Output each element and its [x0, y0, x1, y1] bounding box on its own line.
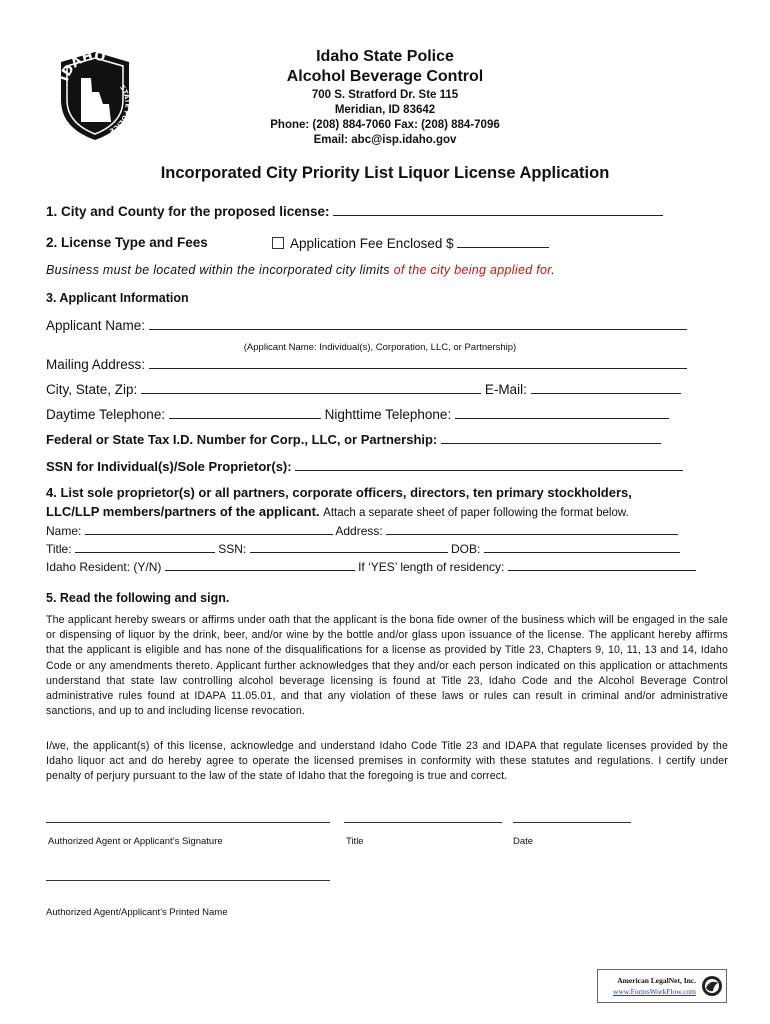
- applicant-name-hint: (Applicant Name: Individual(s), Corporation, LLC, or Partnership): [243, 342, 517, 353]
- signature-line[interactable]: [46, 822, 330, 823]
- oath-paragraph: The applicant hereby swears or affirms under oath that the applicant is the bona fide owner of the business which will be engaged in the sale or dispensing of liquor by the drink, beer, and/or wine by the bottle and/or glass upon issuance of the license. The applicant hereby affirms that the applicant is eligible and has none of the disqualifications for a license as provided by Title 23, Chapters 9, 10, 11, 13 and 14, Idaho Code or any amendments thereto. Applicant further acknowledges that they and/or each person indicated on this application or attachments understand that state law controlling alcohol beverage licensing is found at Title 23, Idaho Code and the Alcohol Beverage Control administrative rules found at IDAPA 11.05.01, and that any violation of these laws or rules can result in criminal and/or administrative sanctions, and up to and including license revocation.: [46, 614, 728, 718]
- owner-name-row: [46, 522, 678, 538]
- email-field[interactable]: [531, 381, 681, 394]
- tax-id-field[interactable]: [441, 431, 661, 444]
- footer-badge: [597, 969, 727, 1003]
- mailing-address-field[interactable]: [149, 356, 687, 369]
- section-5-heading: 5. Read the following and sign.: [46, 591, 230, 605]
- owner-dob-label: DOB:: [450, 542, 481, 556]
- owner-dob-field[interactable]: [484, 540, 680, 553]
- applicant-name-field[interactable]: [149, 317, 687, 330]
- ssn-row: [46, 458, 683, 474]
- nighttime-telephone-label: Nighttime Telephone:: [324, 407, 452, 422]
- telephone-row: [46, 406, 669, 422]
- idaho-resident-label: Idaho Resident: (Y/N): [46, 560, 162, 574]
- applicant-name-label: Applicant Name:: [46, 318, 146, 333]
- owner-ssn-label: SSN:: [218, 542, 247, 556]
- daytime-telephone-label: Daytime Telephone:: [46, 407, 166, 422]
- idaho-resident-field[interactable]: [165, 558, 355, 571]
- tax-id-label: Federal or State Tax I.D. Number for Corp., LLC, or Partnership:: [46, 432, 438, 447]
- date-line[interactable]: [513, 822, 631, 823]
- fee-enclosed-checkbox[interactable]: [272, 237, 284, 249]
- email-contact: Email: abc@isp.idaho.gov: [313, 134, 457, 146]
- address-line-2: Meridian, ID 83642: [334, 104, 436, 116]
- logo-lettering: IDAHO: [57, 48, 107, 84]
- owner-title-label: Title:: [46, 542, 72, 556]
- section-1-row: [46, 203, 663, 219]
- city-limits-note-highlight: of the city being applied for: [393, 263, 552, 277]
- owner-name-label: Name:: [46, 524, 82, 538]
- idaho-state-police-logo: [55, 48, 135, 144]
- residency-length-label: If ‘YES’ length of residency:: [358, 560, 505, 574]
- email-label: E-Mail:: [484, 382, 527, 397]
- date-label: Date: [513, 836, 534, 847]
- mailing-address-row: [46, 356, 687, 372]
- section-4-heading: 4. List sole proprietor(s) or all partners, corporate officers, directors, ten primary stockholders,: [46, 485, 632, 500]
- owner-residency-row: [46, 558, 696, 574]
- mailing-address-label: Mailing Address:: [46, 357, 146, 372]
- division-name: Alcohol Beverage Control: [286, 68, 484, 85]
- owner-title-field[interactable]: [75, 540, 215, 553]
- section-4-attach-note: Attach a separate sheet of paper following the format below.: [323, 507, 629, 519]
- printed-name-label: Authorized Agent/Applicant’s Printed Name: [46, 907, 228, 918]
- title-label: Title: [346, 836, 364, 847]
- ssn-label: SSN for Individual(s)/Sole Proprietor(s):: [46, 459, 292, 474]
- city-county-label: 1. City and County for the proposed license:: [46, 204, 330, 219]
- agency-name: Idaho State Police: [316, 48, 454, 65]
- ssn-field[interactable]: [295, 458, 683, 471]
- fee-amount-field[interactable]: [457, 235, 549, 248]
- tax-id-row: [46, 431, 661, 447]
- signature-label: Authorized Agent or Applicant’s Signature: [48, 836, 223, 847]
- section-4-subheading: LLC/LLP members/partners of the applicant. Attach a separate sheet of paper following the format below.: [46, 504, 629, 519]
- fee-enclosed-label: Application Fee Enclosed $: [290, 236, 454, 251]
- city-state-zip-row: [46, 381, 681, 397]
- fee-row: [272, 235, 549, 251]
- title-line[interactable]: [344, 822, 502, 823]
- city-limits-note: Business must be located within the incorporated city limits of the city being applied for.: [46, 263, 556, 277]
- legalnet-seal-icon: [701, 975, 723, 1002]
- owner-title-row: [46, 540, 680, 556]
- form-title: Incorporated City Priority List Liquor License Application: [160, 164, 610, 182]
- footer-brand: American LegalNet, Inc.: [617, 976, 696, 985]
- owner-address-field[interactable]: [386, 522, 678, 535]
- svg-text:STATE POLICE: STATE POLICE: [108, 83, 132, 136]
- address-line-1: 700 S. Stratford Dr. Ste 115: [311, 89, 459, 101]
- city-state-zip-label: City, State, Zip:: [46, 382, 138, 397]
- certification-paragraph: I/we, the applicant(s) of this license, acknowledge and understand Idaho Code Title 23 and IDAPA that regulate licenses provided by the Idaho liquor act and do hereby agree to operate the licensed premises in conformity with these statutes and regulations. I certify under penalty of perjury pursuant to the law of the state of Idaho that the foregoing is true and correct.: [46, 740, 728, 783]
- owner-address-label: Address:: [335, 524, 383, 538]
- owner-ssn-field[interactable]: [250, 540, 448, 553]
- section-3-heading: 3. Applicant Information: [46, 291, 189, 305]
- residency-length-field[interactable]: [508, 558, 696, 571]
- printed-name-line[interactable]: [46, 880, 330, 881]
- daytime-telephone-field[interactable]: [169, 406, 321, 419]
- license-type-label: 2. License Type and Fees: [46, 235, 208, 250]
- owner-name-field[interactable]: [85, 522, 333, 535]
- phone-fax: Phone: (208) 884-7060 Fax: (208) 884-7096: [270, 119, 500, 131]
- city-county-field[interactable]: [333, 203, 663, 216]
- nighttime-telephone-field[interactable]: [455, 406, 669, 419]
- city-state-zip-field[interactable]: [141, 381, 481, 394]
- footer-url-link[interactable]: www.FormsWorkFlow.com: [612, 987, 696, 996]
- applicant-name-row: [46, 317, 687, 333]
